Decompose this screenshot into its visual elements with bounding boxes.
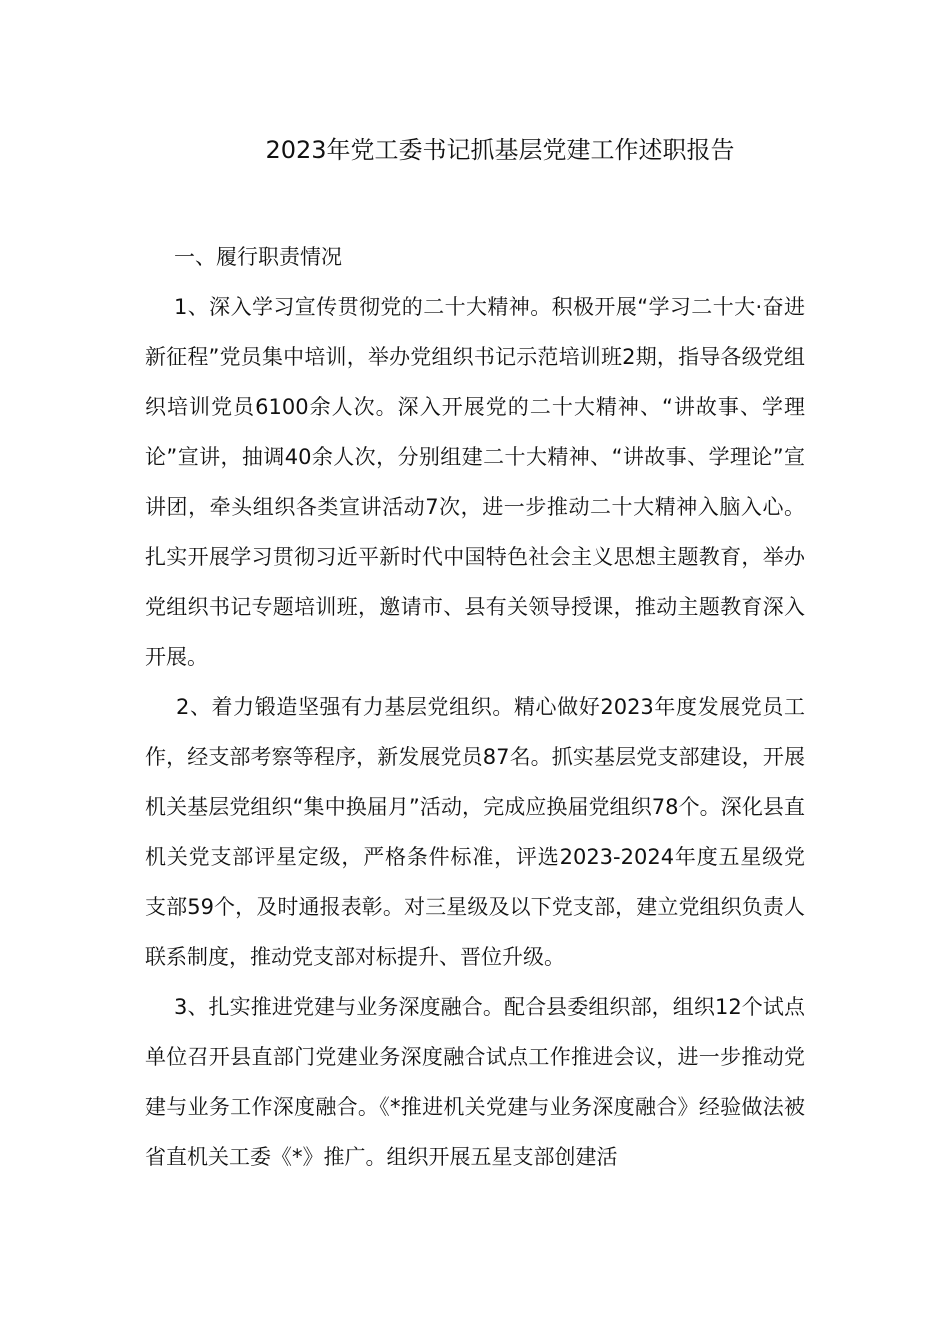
paragraph-3: 3、扎实推进党建与业务深度融合。配合县委组织部，组织12个试点单位召开县直部门党建业务深度融合试点工作推进会议，进一步推动党建与业务工作深度融合。《*推进机关党建与业务深度融合》经验做法被省直机关工委《*》推广。组织开展五星支部创建活 bbox=[145, 995, 805, 1169]
paragraph-2: 2、着力锻造坚强有力基层党组织。精心做好2023年度发展党员工作，经支部考察等程序，新发展党员87名。抓实基层党支部建设，开展机关基层党组织“集中换届月”活动，完成应换届党组织78个。深化县直机关党支部评星定级，严格条件标准，评选2023-2024年度五星级党支部59个，及时通报表彰。对三星级及以下党支部，建立党组织负责人联系制度，推动党支部对标提升、晋位升级。 bbox=[145, 695, 805, 969]
document-title: 2023年党工委书记抓基层党建工作述职报告 bbox=[265, 136, 735, 164]
paragraph-1: 1、深入学习宣传贯彻党的二十大精神。积极开展“学习二十大·奋进新征程”党员集中培训，举办党组织书记示范培训班2期，指导各级党组织培训党员6100余人次。深入开展党的二十大精神、“讲故事、学理论”宣讲，抽调40余人次，分别组建二十大精神、“讲故事、学理论”宣讲团，牵头组织各类宣讲活动7次，进一步推动二十大精神入脑入心。扎实开展学习贯彻习近平新时代中国特色社会主义思想主题教育，举办党组织书记专题培训班，邀请市、县有关领导授课，推动主题教育深入开展。 bbox=[145, 295, 805, 669]
section-heading: 一、履行职责情况 bbox=[174, 245, 342, 269]
document-body bbox=[145, 232, 805, 1182]
